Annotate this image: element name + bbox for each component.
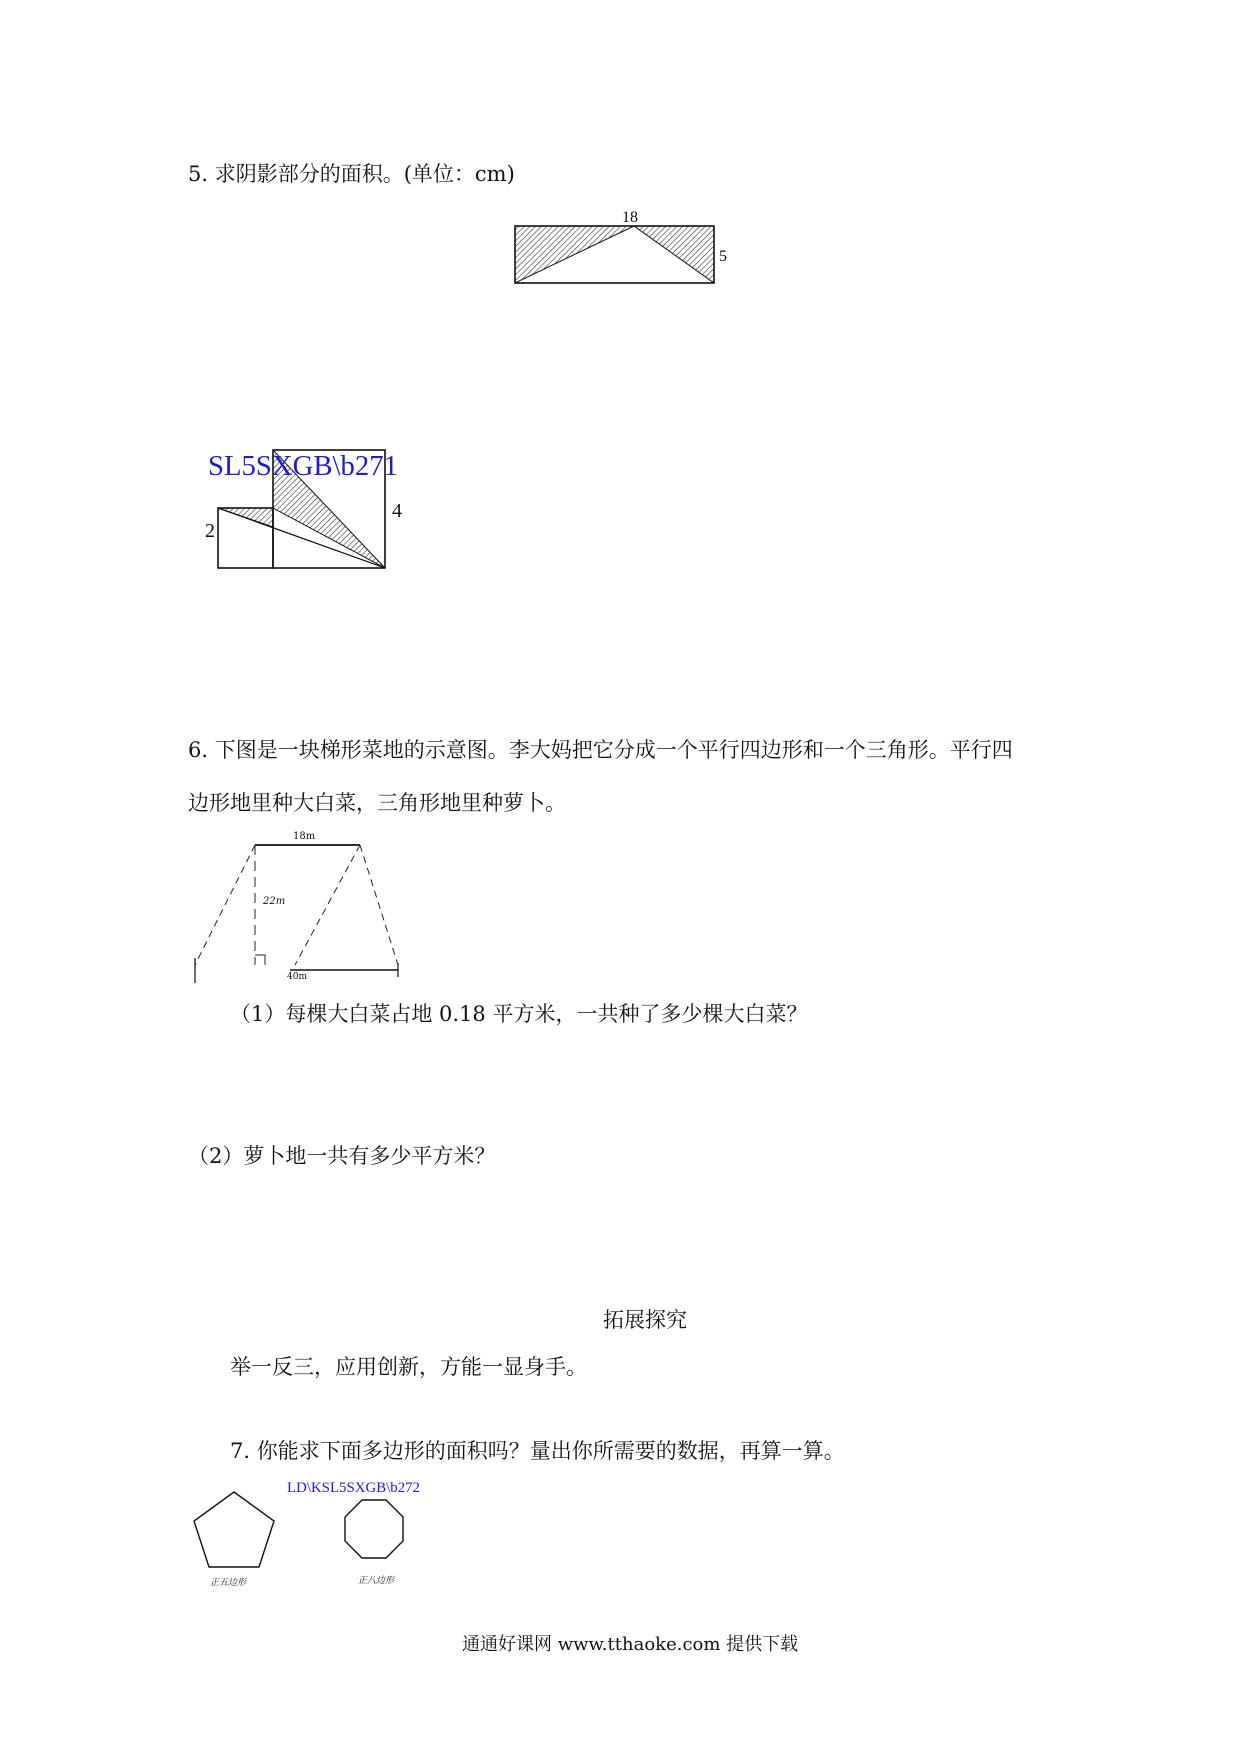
extension-intro: 举一反三，应用创新，方能一显身手。 xyxy=(230,1355,587,1379)
q5-fig2-right-label: 4 xyxy=(392,500,402,522)
q6-line-1: 6. 下图是一块梯形菜地的示意图。李大妈把它分成一个平行四边形和一个三角形。平行四 xyxy=(188,738,1013,762)
pentagon-caption: 正五边形 xyxy=(210,1578,247,1588)
q5-fig2-left-label: 2 xyxy=(205,520,215,542)
extension-heading: 拓展探究 xyxy=(603,1308,687,1332)
q5-fig1-shaded-right xyxy=(634,226,714,283)
q7-code: LD\KSL5SXGB\b272 xyxy=(287,1480,420,1496)
regular-octagon xyxy=(345,1500,403,1558)
q5-fig1-top-label: 18 xyxy=(622,209,638,226)
q5-fig2-code: SL5SXGB\b271 xyxy=(208,450,398,482)
q6-sub-question-2: （2）萝卜地一共有多少平方米？ xyxy=(188,1144,496,1168)
footer-text: 通通好课网 www.tthaoke.com 提供下载 xyxy=(462,1634,799,1655)
q6-fig-bottom-label: 40m xyxy=(287,972,307,982)
q5-fig1-shaded-left xyxy=(515,226,634,283)
q6-trapezoid-figure xyxy=(185,825,415,985)
q5-fig1-side-label: 5 xyxy=(719,248,727,265)
q7-question: 7. 你能求下面多边形的面积吗？量出你所需要的数据，再算一算。 xyxy=(230,1439,845,1463)
octagon-caption: 正八边形 xyxy=(358,1576,395,1586)
q5-figure-2 xyxy=(200,445,410,580)
q6-fig-left-leg xyxy=(195,845,255,965)
q7-figures xyxy=(180,1470,440,1590)
q6-line-2: 边形地里种大白菜，三角形地里种萝卜。 xyxy=(188,791,566,815)
q5-figure-1 xyxy=(500,205,740,285)
q6-fig-top-label: 18m xyxy=(293,831,316,842)
q6-sub-question-1: （1）每棵大白菜占地 0.18 平方米，一共种了多少棵大白菜？ xyxy=(230,1002,808,1026)
q6-fig-divider xyxy=(295,845,360,965)
q6-fig-right-angle-mark xyxy=(255,955,265,965)
q5-title: 5. 求阴影部分的面积。(单位：cm) xyxy=(188,162,515,186)
q6-fig-right-leg xyxy=(360,845,398,965)
regular-pentagon xyxy=(194,1492,274,1567)
q6-fig-height-label: 22m xyxy=(263,896,286,907)
